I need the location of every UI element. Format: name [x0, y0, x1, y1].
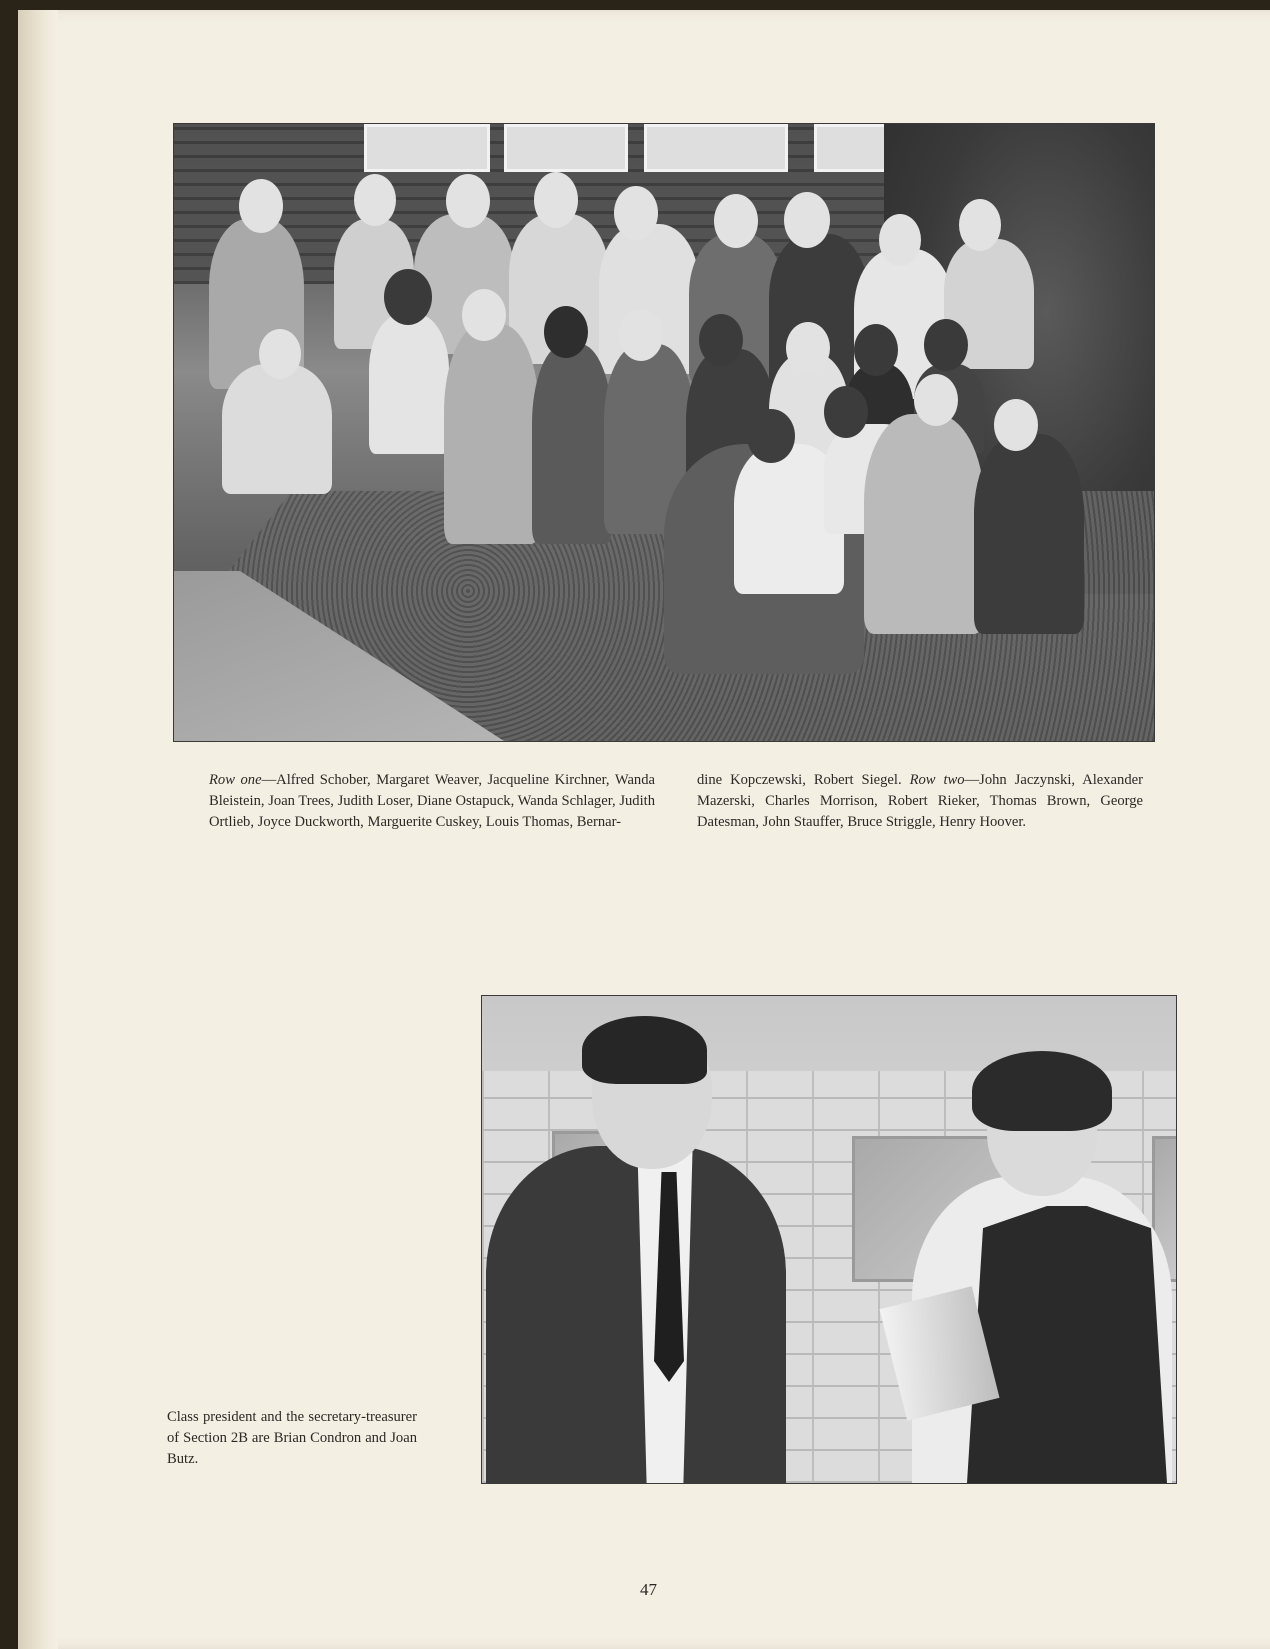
girl-hair [972, 1051, 1112, 1131]
student-head [959, 199, 1001, 251]
student-head [714, 194, 758, 248]
student-head [784, 192, 830, 248]
group-caption-left [209, 770, 655, 833]
student-head [354, 174, 396, 226]
row-one-label: Row one [209, 772, 262, 788]
student-head [462, 289, 506, 341]
page-gutter-shadow [18, 10, 58, 1649]
page-number: 47 [640, 1580, 657, 1599]
student-head [747, 409, 795, 463]
student-figure [369, 314, 449, 454]
class-officers-photo [481, 995, 1177, 1484]
student-head [614, 186, 658, 240]
student-head [924, 319, 968, 371]
building-window [364, 124, 490, 172]
girl-jumper [967, 1206, 1167, 1483]
student-figure [974, 434, 1084, 634]
student-head [914, 374, 958, 426]
student-head [879, 214, 921, 266]
student-head [699, 314, 743, 366]
student-figure [222, 364, 332, 494]
student-head [619, 309, 663, 361]
student-head [854, 324, 898, 376]
officers-caption: Class president and the secretary-treasurer of Section 2B are Brian Condron and Joan Butz. [167, 1409, 417, 1467]
group-photo [173, 123, 1155, 742]
student-head [384, 269, 432, 325]
building-window [504, 124, 628, 172]
student-figure [444, 324, 539, 544]
group-caption-right [697, 770, 1143, 833]
building-window [644, 124, 788, 172]
student-head [446, 174, 490, 228]
student-head [824, 386, 868, 438]
row-two-label: Row two [909, 772, 965, 788]
student-head [786, 322, 830, 374]
boy-hair [582, 1016, 707, 1084]
row-one-names-continued: dine Kopczewski, Robert Siegel. [697, 772, 910, 788]
row-one-names: —Alfred Schober, Margaret Weaver, Jacqueline Kirchner, Wanda Bleistein, Joan Trees, Judith Loser, Diane Ostapuck, Wanda Schlager, Judith Ortlieb, Joyce Duckworth, Marguerite Cuskey, Louis Thomas, Bernar- [209, 772, 655, 830]
student-head [259, 329, 301, 379]
student-head [534, 172, 578, 228]
boy-jacket [486, 1146, 786, 1483]
student-head [544, 306, 588, 358]
student-figure [864, 414, 984, 634]
row-two-names: —John Jaczynski, Alexander Mazerski, Charles Morrison, Robert Rieker, Thomas Brown, George Datesman, John Stauffer, Bruce Striggle, Henry Hoover. [697, 772, 1143, 830]
student-head [239, 179, 283, 233]
student-head [994, 399, 1038, 451]
student-figure [532, 344, 612, 544]
